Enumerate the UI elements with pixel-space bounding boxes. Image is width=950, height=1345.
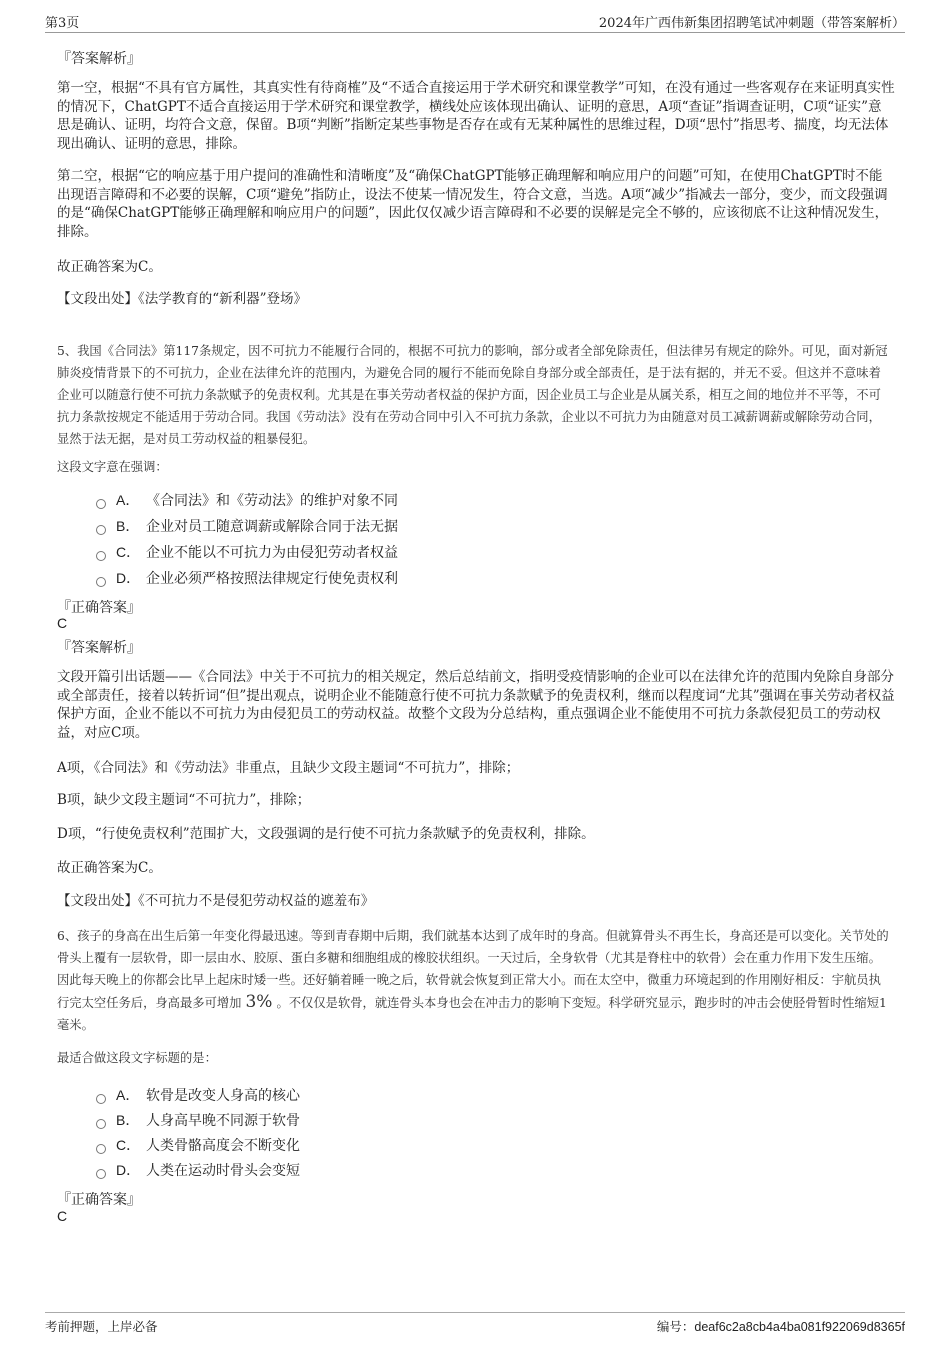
radio-button-icon[interactable] xyxy=(96,1169,106,1179)
question-6-text-part-2: 。不仅仅是软骨，就连骨头本身也会在冲击力的影响下变短。科学研究显示，跑步时的冲击会使胫骨暂时性缩短1毫米。 xyxy=(57,996,887,1032)
option-letter: B． xyxy=(116,518,140,534)
correct-answer-label: 『正确答案』 xyxy=(57,1192,141,1208)
percent-value: 3% xyxy=(245,992,273,1012)
radio-button-icon[interactable] xyxy=(96,1119,106,1129)
question-5-option-a[interactable] xyxy=(96,490,398,510)
question-6-text xyxy=(57,925,893,1036)
analysis-label: 『答案解析』 xyxy=(57,640,141,656)
question-5-option-d[interactable] xyxy=(96,568,398,588)
option-text: 人类骨骼高度会不断变化 xyxy=(146,1138,300,1154)
question-5-analysis-4: D项，“行使免责权利”范围扩大，文段强调的是行使不可抗力条款赋予的免责权利，排除。 xyxy=(57,826,595,842)
option-letter: D． xyxy=(116,570,141,586)
radio-button-icon[interactable] xyxy=(96,1144,106,1154)
correct-answer-value: C xyxy=(57,1208,68,1224)
page-footer xyxy=(45,1312,905,1335)
source-citation: 【文段出处】《不可抗力不是侵犯劳动权益的遮羞布》 xyxy=(57,893,375,909)
question-6-text-part-1: 6、孩子的身高在出生后第一年变化得最迅速。等到青春期中后期，我们就基本达到了成年时的身高。但就算骨头不再生长，身高还是可以变化。关节处的骨头上覆有一层软骨，即一层由水、胶原、蛋白多糖和细胞组成的橡胶状组织。一天过后，全身软骨（尤其是脊柱中的软骨）会在重力作用下发生压缩。因此每天晚上的你都会比早上起床时矮一些。还好躺着睡一晚之后，软骨就会恢复到正常大小。而在太空中，微重力环境起到的作用刚好相反：宇航员执行完太空任务后，身高最多可增加 xyxy=(57,929,889,1010)
option-letter: D． xyxy=(116,1162,141,1178)
footer-slogan: 考前押题，上岸必备 xyxy=(45,1319,158,1334)
option-letter: C． xyxy=(116,1137,141,1153)
correct-answer-label: 『正确答案』 xyxy=(57,600,141,616)
question-6-option-b[interactable] xyxy=(96,1110,300,1130)
analysis-label: 『答案解析』 xyxy=(57,51,141,67)
question-6-option-d[interactable] xyxy=(96,1160,300,1180)
document-id: 编号：deaf6c2a8cb4a4ba081f922069d8365f xyxy=(656,1320,905,1334)
correct-answer-value: C xyxy=(57,615,68,631)
question-5-analysis-3: B项，缺少文段主题词“不可抗力”，排除； xyxy=(57,792,311,808)
radio-button-icon[interactable] xyxy=(96,551,106,561)
option-text: 企业必须严格按照法律规定行使免责权利 xyxy=(146,571,398,587)
option-letter: A． xyxy=(116,1087,140,1103)
option-letter: C． xyxy=(116,544,141,560)
option-text: 人类在运动时骨头会变短 xyxy=(146,1163,300,1179)
question-5-text: 5、我国《合同法》第117条规定，因不可抗力不能履行合同的，根据不可抗力的影响，部分或者全部免除责任，但法律另有规定的除外。可见，面对新冠肺炎疫情背景下的不可抗力，企业在法律允许的范围内，为避免合同的履行不能而免除自身部分或全部责任，是于法有据的，并无不妥。但这并不意味着企业可以随意行使不可抗力条款赋予的免责权利。尤其是在事关劳动者权益的保护方面，因企业员工与企业是从属关系，相互之间的地位并不平等，不可抗力条款按规定不能适用于劳动合同。我国《劳动法》没有在劳动合同中引入不可抗力条款，企业以不可抗力为由随意对员工减薪调薪或解除劳动合同，显然于法无据，是对员工劳动权益的粗暴侵犯。 xyxy=(57,344,888,446)
question-5-option-c[interactable] xyxy=(96,542,398,562)
page-number: 第3页 xyxy=(45,16,80,31)
option-text: 企业不能以不可抗力为由侵犯劳动者权益 xyxy=(146,545,398,561)
answer-conclusion: 故正确答案为C。 xyxy=(57,259,162,275)
page-header xyxy=(45,12,905,33)
option-text: 软骨是改变人身高的核心 xyxy=(146,1088,300,1104)
question-5-option-b[interactable] xyxy=(96,516,398,536)
option-text: 企业对员工随意调薪或解除合同于法无据 xyxy=(146,519,398,535)
answer-conclusion: 故正确答案为C。 xyxy=(57,860,162,876)
analysis-paragraph-2: 第二空，根据“它的响应基于用户提问的准确性和清晰度”及“确保ChatGPT能够正确理解和响应用户的问题”可知，在使用ChatGPT时不能出现语言障碍和不必要的误解，C项“避免”指防止，设法不使某一情况发生，符合文意，当选。A项“减少”指减去一部分，变少，而文段强调的是“确保ChatGPT能够正确理解和响应用户的问题”，因此仅仅减少语言障碍和不必要的误解是完全不够的，应该彻底不让这种情况发生，排除。 xyxy=(57,168,889,240)
option-text: 《合同法》和《劳动法》的维护对象不同 xyxy=(146,493,398,509)
question-5-prompt: 这段文字意在强调： xyxy=(57,460,168,474)
radio-button-icon[interactable] xyxy=(96,499,106,509)
option-letter: A． xyxy=(116,492,140,508)
question-5-analysis-2: A项，《合同法》和《劳动法》非重点，且缺少文段主题词“不可抗力”，排除； xyxy=(57,760,520,776)
question-5-analysis-1: 文段开篇引出话题——《合同法》中关于不可抗力的相关规定，然后总结前文，指明受疫情影响的企业可以在法律允许的范围内免除自身部分或全部责任，接着以转折词“但”提出观点，说明企业不能随意行使不可抗力条款赋予的免责权利，继而以程度词“尤其”强调在事关劳动者权益保护方面，企业不能以不可抗力为由侵犯员工的劳动权益。故整个文段为分总结构，重点强调企业不能使用不可抗力条款侵犯员工的劳动权益，对应C项。 xyxy=(57,669,895,741)
source-citation: 【文段出处】《法学教育的“新利器”登场》 xyxy=(57,291,308,307)
radio-button-icon[interactable] xyxy=(96,1094,106,1104)
option-text: 人身高早晚不同源于软骨 xyxy=(146,1113,300,1129)
question-6-prompt: 最适合做这段文字标题的是： xyxy=(57,1051,217,1065)
radio-button-icon[interactable] xyxy=(96,577,106,587)
question-6-option-c[interactable] xyxy=(96,1135,300,1155)
option-letter: B． xyxy=(116,1112,140,1128)
document-title: 2024年广西伟新集团招聘笔试冲刺题（带答案解析） xyxy=(598,16,905,31)
radio-button-icon[interactable] xyxy=(96,525,106,535)
question-6-option-a[interactable] xyxy=(96,1085,300,1105)
analysis-paragraph-1: 第一空，根据“不具有官方属性，其真实性有待商榷”及“不适合直接运用于学术研究和课堂教学”可知，在没有通过一些客观存在来证明真实性的情况下，ChatGPT不适合直接运用于学术研究和课堂教学，横线处应该体现出确认、证明的意思，A项“查证”指调查证明，C项“证实”意思是确认、证明，均符合文意，保留。B项“判断”指断定某些事物是否存在或有无某种属性的思维过程，D项“思忖”指思考、揣度，均无法体现出确认、证明的意思，排除。 xyxy=(57,80,895,152)
